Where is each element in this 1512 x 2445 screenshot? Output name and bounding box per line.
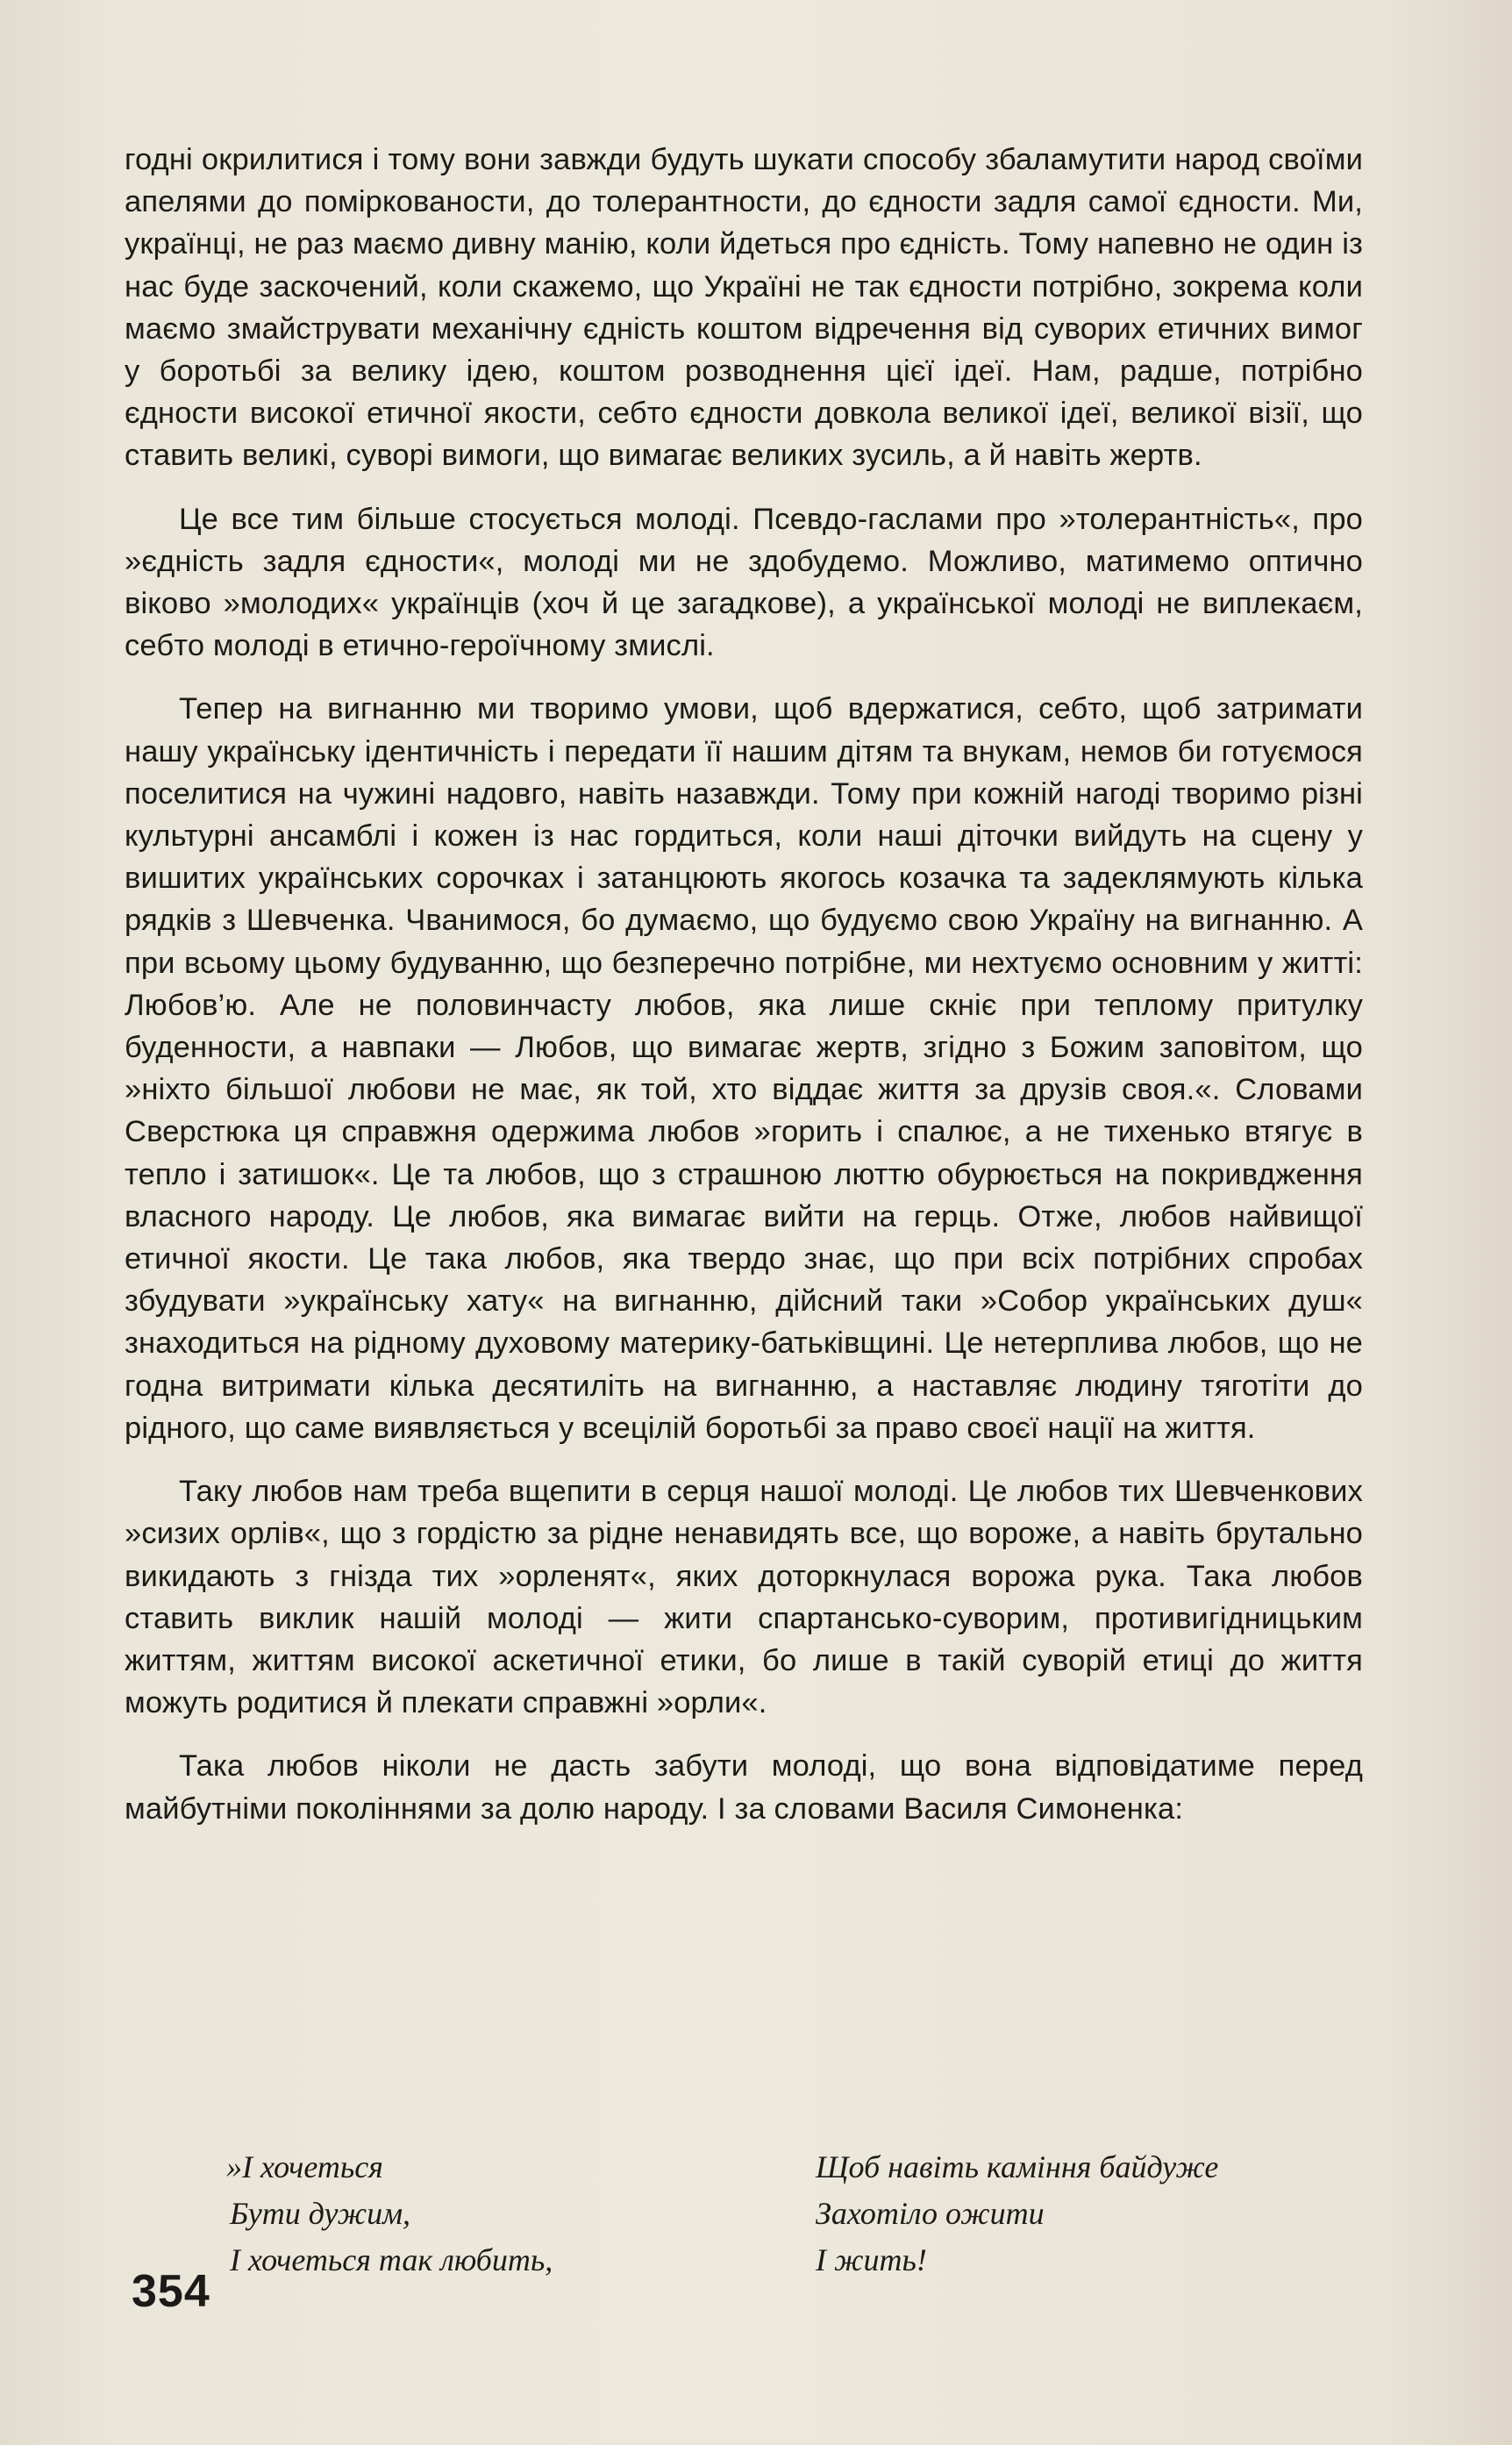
poem-column-right [816, 2144, 1218, 2284]
paragraph-1: годні окрилитися і тому вони завжди будуть шукати способу збаламутити народ своїми апелями до поміркованости, до толерантности, до єдности задля самої єдности. Ми, українці, не раз маємо дивну манію, коли йдеться про єдність. Тому напевно не один із нас буде заскочений, коли скажемо, що Україні не так єдности потрібно, зокрема коли маємо змайструвати механічну єдність коштом відречення від суворих етичних вимог у боротьбі за велику ідею, коштом розводнення цієї ідеї. Нам, радше, потрібно єдности високої етичної якости, себто єдности довкола великої ідеї, великої візії, що ставить великі, суворі вимоги, що вимагає великих зусиль, а й навіть жертв. [125, 143, 1363, 473]
poem-line: Захотіло ожити [816, 2196, 1045, 2231]
body-text [125, 139, 1363, 1835]
page-number: 354 [132, 2266, 210, 2317]
poem-line: »І хочеться [226, 2149, 383, 2184]
poem-line: Бути дужим, [230, 2196, 411, 2231]
poem-line: І хочеться так любить, [230, 2242, 553, 2277]
paragraph-5: Така любов ніколи не дасть забути молоді, що вона відповідатиме перед майбутніми поколіннями за долю народу. І за словами Василя Симоненка: [125, 1749, 1363, 1826]
paragraph-3: Тепер на вигнанню ми творимо умови, щоб вдержатися, себто, щоб затримати нашу українську ідентичність і передати її нашим дітям та внукам, немов би готуємося поселитися на чужині надовго, навіть назавжди. Тому при кожній нагоді творимо різні культурні ансамблі і кожен із нас гордиться, коли наші діточки вийдуть на сцену у вишитих українських сорочках і затанцюють якогось козачка та задеклямують кілька рядків з Шевченка. Чванимося, бо думаємо, що будуємо свою Україну на вигнанню. А при всьому цьому будуванню, що безперечно потрібне, ми нехтуємо основним у житті: Любов’ю. Але не половинчасту любов, яка лише скніє при теплому притулку буденности, а навпаки — Любов, що вимагає жертв, згідно з Божим заповітом, що »ніхто більшої любови не має, як той, хто віддає життя за друзів своя.«. Словами Сверстюка ця справжня одержима любов »горить і спалює, а не тихенько втягує в тепло і затишок«. Це та любов, що з страшною люттю обурюється на покривдження власного народу. Це любов, яка вимагає вийти на герць. Отже, любов найвищої етичної якости. Це така любов, яка твердо знає, що при всіх потрібних спробах збудувати »українську хату« на вигнанню, дійсний таки »Собор українських душ« знаходиться на рідному духовому материку-батьківщині. Це нетерплива любов, що не годна витримати кілька десятиліть на вигнанню, а наставляє людину тяготіти до рідного, що саме виявляється у всецілій боротьбі за право своєї нації на життя. [125, 692, 1363, 1445]
poem-line: Щоб навіть каміння байдуже [816, 2149, 1219, 2184]
paragraph-2: Це все тим більше стосується молоді. Псевдо-гаслами про »толерантність«, про »єдність задля єдности«, молоді ми не здобудемо. Можливо, матимемо оптично віково »молодих« українців (хоч й це загадкове), а української молоді не виплекаєм, себто молоді в етично-героїчному змислі. [125, 502, 1363, 663]
paragraph-4: Таку любов нам треба вщепити в серця нашої молоді. Це любов тих Шевченкових »сизих орлів«, що з гордістю за рідне ненавидять все, що вороже, а навіть брутально викидають з гнізда тих »орленят«, яких доторкнулася ворожа рука. Така любов ставить виклик нашій молоді — жити спартансько-суворим, противигідницьким життям, життям високої аскетичної етики, бо лише в такій суворій етиці до життя можуть родитися й плекати справжні »орли«. [125, 1475, 1363, 1720]
poem-column-left [226, 2144, 553, 2284]
poem-line: І жить! [816, 2242, 927, 2277]
